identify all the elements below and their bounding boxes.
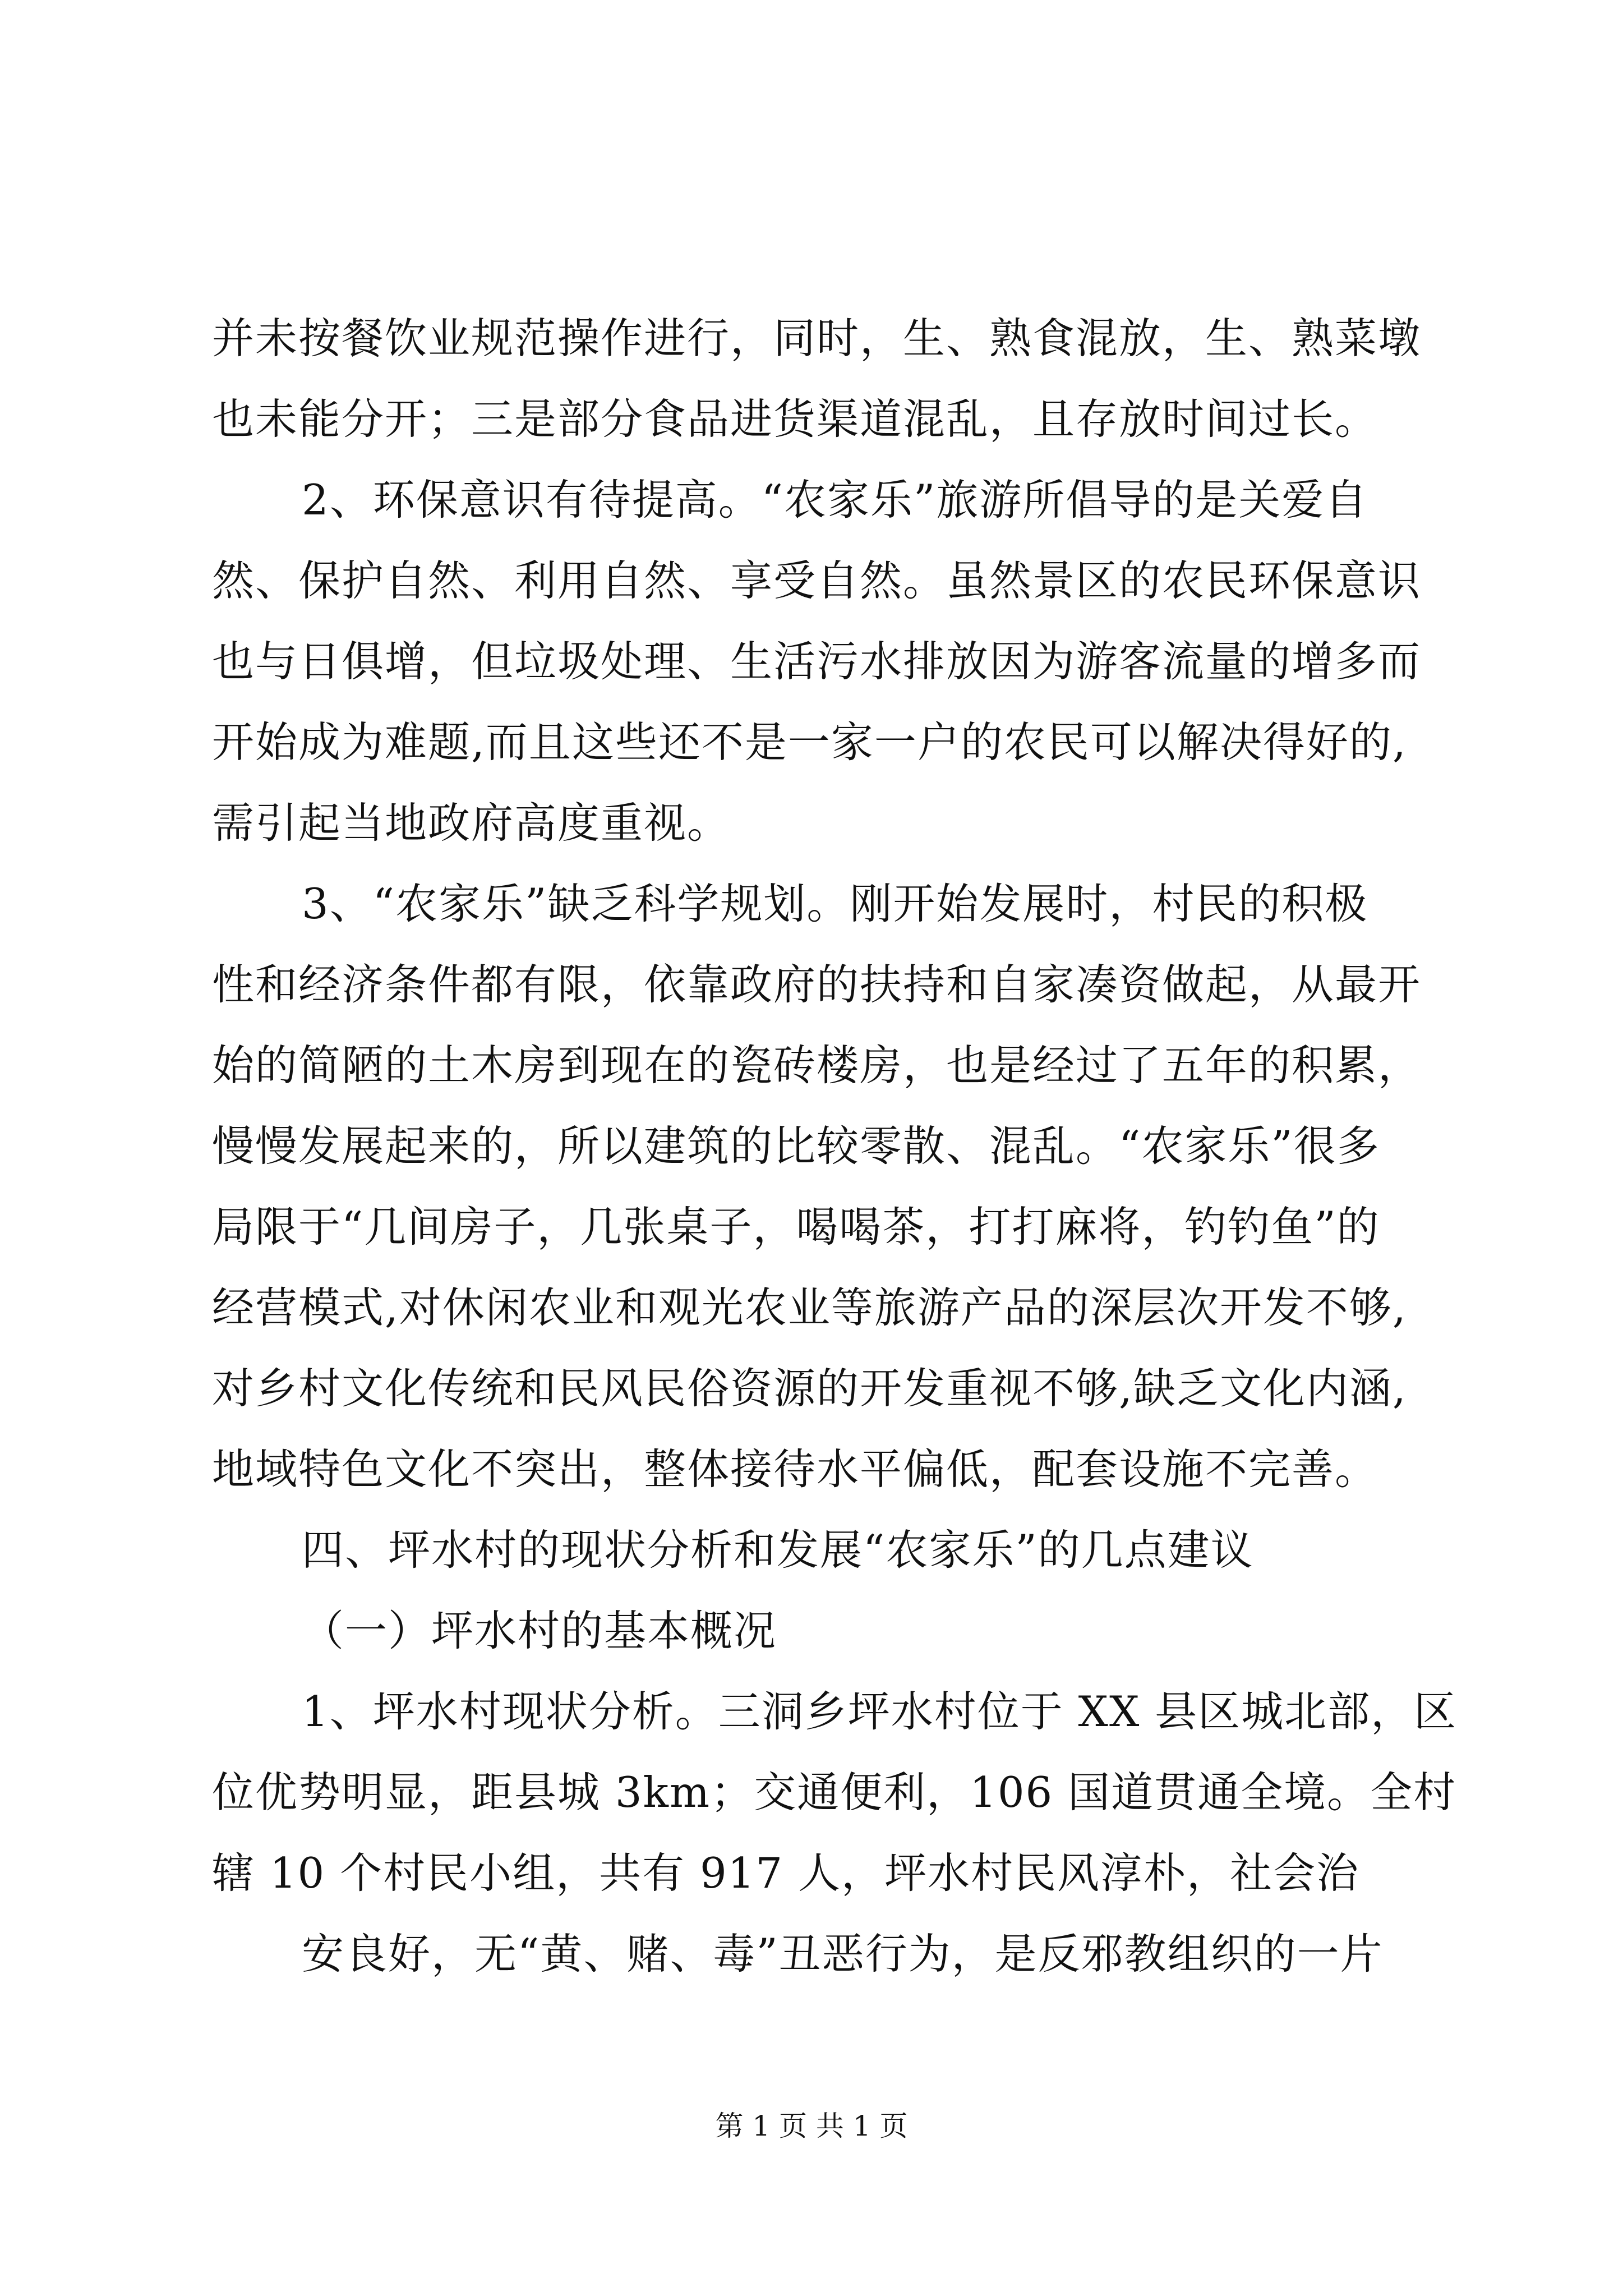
body-line-14: 对乡村文化传统和民风民俗资源的开发重视不够,缺乏文化内涵, bbox=[212, 1364, 1407, 1413]
section-heading: 四、坪水村的现状分析和发展“农家乐”的几点建议 bbox=[302, 1525, 1254, 1575]
body-line-20: 辖 10 个村民小组，共有 917 人，坪水村民风淳朴，社会治 bbox=[212, 1848, 1359, 1898]
body-line-13: 经营模式,对休闲农业和观光农业等旅游产品的深层次开发不够, bbox=[212, 1283, 1407, 1332]
body-line-1: 并未按餐饮业规范操作进行，同时，生、熟食混放，生、熟菜墩 bbox=[212, 314, 1422, 363]
body-line-18: 1、坪水村现状分析。三洞乡坪水村位于 XX 县区城北部，区 bbox=[302, 1687, 1458, 1736]
body-line-10: 始的简陋的土木房到现在的瓷砖楼房，也是经过了五年的积累， bbox=[212, 1041, 1422, 1090]
body-line-19: 位优势明显，距县城 3km；交通便利，106 国道贯通全境。全村 bbox=[212, 1768, 1457, 1817]
body-line-11: 慢慢发展起来的，所以建筑的比较零散、混乱。“农家乐”很多 bbox=[212, 1121, 1380, 1171]
body-line-6: 开始成为难题,而且这些还不是一家一户的农民可以解决得好的, bbox=[212, 717, 1407, 767]
body-line-8: 3、“农家乐”缺乏科学规划。刚开始发展时，村民的积极 bbox=[302, 879, 1368, 928]
body-line-21: 安良好，无“黄、赌、毒”丑恶行为，是反邪教组织的一片 bbox=[302, 1929, 1384, 1978]
body-line-4: 然、保护自然、利用自然、享受自然。虽然景区的农民环保意识 bbox=[212, 556, 1422, 605]
page-footer: 第 1 页 共 1 页 bbox=[715, 2110, 908, 2142]
body-line-3: 2、环保意识有待提高。“农家乐”旅游所倡导的是关爱自 bbox=[302, 475, 1368, 524]
body-line-9: 性和经济条件都有限，依靠政府的扶持和自家凑资做起，从最开 bbox=[212, 960, 1422, 1009]
body-line-15: 地域特色文化不突出，整体接待水平偏低，配套设施不完善。 bbox=[212, 1444, 1378, 1494]
body-line-7: 需引起当地政府高度重视。 bbox=[212, 798, 731, 848]
subsection-heading: （一）坪水村的基本概况 bbox=[302, 1606, 777, 1655]
body-line-12: 局限于“几间房子，几张桌子，喝喝茶，打打麻将，钓钓鱼”的 bbox=[212, 1202, 1380, 1251]
body-line-2: 也未能分开；三是部分食品进货渠道混乱，且存放时间过长。 bbox=[212, 394, 1378, 444]
body-line-5: 也与日俱增，但垃圾处理、生活污水排放因为游客流量的增多而 bbox=[212, 637, 1422, 686]
